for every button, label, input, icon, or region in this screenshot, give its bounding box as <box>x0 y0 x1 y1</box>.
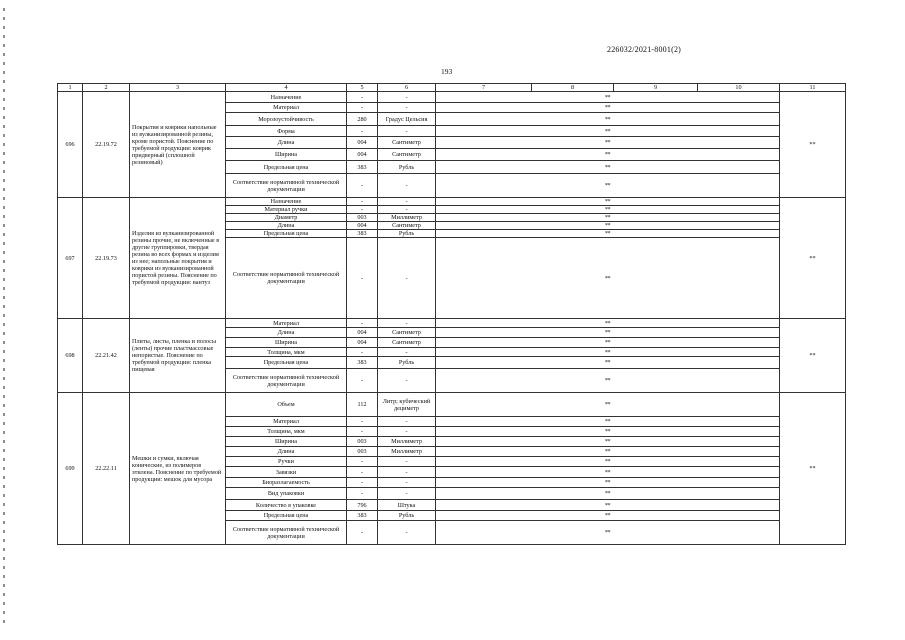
unit-code: - <box>347 206 378 214</box>
feature-value: ** <box>436 467 780 478</box>
unit-code: 383 <box>347 357 378 369</box>
table-row <box>58 92 846 103</box>
feature-value: ** <box>436 511 780 521</box>
unit-name: Сантиметр <box>378 137 436 149</box>
column-numbers-row <box>58 84 846 92</box>
unit-name: - <box>378 478 436 488</box>
unit-name: - <box>378 319 436 328</box>
page-number: 193 <box>441 67 453 76</box>
item-number: 699 <box>58 393 83 545</box>
okpd-code: 22.19.72 <box>83 92 130 198</box>
feature-name: Назначение <box>226 198 347 206</box>
okpd-code: 22.19.73 <box>83 198 130 319</box>
feature-name: Материал <box>226 417 347 427</box>
feature-value: ** <box>436 328 780 338</box>
unit-code: - <box>347 417 378 427</box>
unit-name: - <box>378 488 436 500</box>
column-number: 6 <box>378 84 436 92</box>
column-number: 9 <box>614 84 698 92</box>
unit-code: 383 <box>347 511 378 521</box>
feature-value: ** <box>436 338 780 348</box>
unit-name: Миллиметр <box>378 447 436 457</box>
feature-name: Предельная цена <box>226 511 347 521</box>
feature-value: ** <box>436 198 780 206</box>
item-number: 698 <box>58 319 83 393</box>
feature-value: ** <box>436 417 780 427</box>
unit-code: - <box>347 488 378 500</box>
unit-code: - <box>347 427 378 437</box>
unit-name: - <box>378 467 436 478</box>
unit-code: 383 <box>347 161 378 174</box>
feature-name: Соответствие нормативной технической документации <box>226 369 347 393</box>
unit-name: Сантиметр <box>378 328 436 338</box>
unit-code: - <box>347 126 378 137</box>
unit-code: - <box>347 174 378 198</box>
feature-value: ** <box>436 348 780 357</box>
scan-edge-marks <box>3 8 5 628</box>
feature-name: Количество в упаковке <box>226 500 347 511</box>
unit-name: Рубль <box>378 511 436 521</box>
unit-name: - <box>378 427 436 437</box>
feature-value: ** <box>436 230 780 238</box>
feature-value: ** <box>436 457 780 467</box>
feature-value: ** <box>436 319 780 328</box>
item-description: Плиты, листы, пленка и полосы (ленты) прочие пластмассовые непористые. Пояснение по требуемой продукции: пленка пищевая <box>130 319 226 393</box>
unit-code: - <box>347 238 378 319</box>
column-number: 10 <box>698 84 780 92</box>
item-description: Изделия из вулканизированной резины прочие, не включенные в другие группировки, твердая резина во всех формах и изделия из нее; напольные покрытия и коврики из вулканизированной пористой резины. Пояснение по требуемой продукции: вантуз <box>130 198 226 319</box>
column-number: 1 <box>58 84 83 92</box>
feature-name: Длина <box>226 222 347 230</box>
unit-code: 003 <box>347 437 378 447</box>
unit-name: - <box>378 174 436 198</box>
unit-name: Штука <box>378 500 436 511</box>
unit-code: 383 <box>347 230 378 238</box>
unit-name: Рубль <box>378 357 436 369</box>
feature-value: ** <box>436 103 780 113</box>
feature-name: Соответствие нормативной технической документации <box>226 174 347 198</box>
feature-name: Ручки <box>226 457 347 467</box>
unit-code: 003 <box>347 447 378 457</box>
unit-name: Рубль <box>378 230 436 238</box>
feature-name: Материал ручки <box>226 206 347 214</box>
feature-value: ** <box>436 447 780 457</box>
unit-name: Литр; кубический дециметр <box>378 393 436 417</box>
column-number: 5 <box>347 84 378 92</box>
feature-value: ** <box>436 521 780 545</box>
unit-name: - <box>378 457 436 467</box>
column-number: 2 <box>83 84 130 92</box>
column-number: 4 <box>226 84 347 92</box>
unit-name: - <box>378 103 436 113</box>
item-description: Мешки и сумки, включая конические, из полимеров этилена. Пояснение по требуемой продукции: мешок для мусора <box>130 393 226 545</box>
unit-name: Миллиметр <box>378 437 436 447</box>
feature-name: Соответствие нормативной технической документации <box>226 238 347 319</box>
unit-code: 004 <box>347 149 378 161</box>
feature-name: Длина <box>226 447 347 457</box>
feature-value: ** <box>436 126 780 137</box>
column-11-value: ** <box>780 92 846 198</box>
unit-name: - <box>378 521 436 545</box>
unit-name: - <box>378 417 436 427</box>
column-11-value: ** <box>780 198 846 319</box>
feature-value: ** <box>436 437 780 447</box>
feature-value: ** <box>436 238 780 319</box>
unit-code: 796 <box>347 500 378 511</box>
unit-code: 280 <box>347 113 378 126</box>
feature-value: ** <box>436 427 780 437</box>
unit-name: - <box>378 348 436 357</box>
feature-name: Вид упаковки <box>226 488 347 500</box>
column-number: 7 <box>436 84 532 92</box>
unit-name: Рубль <box>378 161 436 174</box>
unit-name: Сантиметр <box>378 338 436 348</box>
feature-name: Диаметр <box>226 214 347 222</box>
table-row <box>58 393 846 417</box>
unit-name: - <box>378 369 436 393</box>
unit-name: - <box>378 206 436 214</box>
document-number: 226032/2021-8001(2) <box>607 45 682 54</box>
feature-name: Завязки <box>226 467 347 478</box>
feature-value: ** <box>436 478 780 488</box>
feature-name: Ширина <box>226 149 347 161</box>
unit-name: Миллиметр <box>378 214 436 222</box>
feature-name: Длина <box>226 328 347 338</box>
unit-name: - <box>378 198 436 206</box>
feature-value: ** <box>436 174 780 198</box>
feature-name: Предельная цена <box>226 357 347 369</box>
feature-name: Материал <box>226 103 347 113</box>
feature-value: ** <box>436 369 780 393</box>
feature-name: Ширина <box>226 338 347 348</box>
column-11-value: ** <box>780 393 846 545</box>
table-row <box>58 198 846 206</box>
feature-value: ** <box>436 488 780 500</box>
feature-value: ** <box>436 357 780 369</box>
item-number: 697 <box>58 198 83 319</box>
item-description: Покрытия и коврики напольные из вулканизированной резины, кроме пористой. Пояснение по требуемой продукции: коврик придверный (сплошной резиновый) <box>130 92 226 198</box>
unit-code: - <box>347 478 378 488</box>
unit-name: Сантиметр <box>378 222 436 230</box>
item-number: 696 <box>58 92 83 198</box>
unit-code: - <box>347 521 378 545</box>
table-row <box>58 319 846 328</box>
feature-name: Морозоустойчивость <box>226 113 347 126</box>
column-11-value: ** <box>780 319 846 393</box>
unit-name: - <box>378 238 436 319</box>
feature-value: ** <box>436 149 780 161</box>
feature-value: ** <box>436 500 780 511</box>
feature-name: Форма <box>226 126 347 137</box>
feature-value: ** <box>436 161 780 174</box>
unit-code: - <box>347 348 378 357</box>
feature-name: Соответствие нормативной технической документации <box>226 521 347 545</box>
feature-name: Предельная цена <box>226 161 347 174</box>
feature-name: Ширина <box>226 437 347 447</box>
feature-name: Биоразлагаемость <box>226 478 347 488</box>
unit-code: 112 <box>347 393 378 417</box>
feature-name: Материал <box>226 319 347 328</box>
unit-code: 003 <box>347 214 378 222</box>
feature-value: ** <box>436 214 780 222</box>
feature-value: ** <box>436 92 780 103</box>
column-number: 11 <box>780 84 846 92</box>
feature-name: Толщина, мкм <box>226 427 347 437</box>
requirements-table <box>57 83 846 545</box>
feature-name: Назначение <box>226 92 347 103</box>
unit-name: Градус Цельсия <box>378 113 436 126</box>
feature-name: Толщина, мкм <box>226 348 347 357</box>
feature-name: Объем <box>226 393 347 417</box>
okpd-code: 22.21.42 <box>83 319 130 393</box>
unit-code: 004 <box>347 338 378 348</box>
unit-code: 004 <box>347 328 378 338</box>
feature-name: Предельная цена <box>226 230 347 238</box>
feature-name: Длина <box>226 137 347 149</box>
column-number: 3 <box>130 84 226 92</box>
unit-code: - <box>347 103 378 113</box>
feature-value: ** <box>436 206 780 214</box>
column-number: 8 <box>532 84 614 92</box>
feature-value: ** <box>436 113 780 126</box>
unit-code: - <box>347 369 378 393</box>
unit-name: Сантиметр <box>378 149 436 161</box>
unit-name: - <box>378 126 436 137</box>
unit-code: - <box>347 198 378 206</box>
unit-name: - <box>378 92 436 103</box>
unit-code: 004 <box>347 137 378 149</box>
unit-code: - <box>347 457 378 467</box>
feature-value: ** <box>436 393 780 417</box>
unit-code: - <box>347 92 378 103</box>
feature-value: ** <box>436 137 780 149</box>
okpd-code: 22.22.11 <box>83 393 130 545</box>
feature-value: ** <box>436 222 780 230</box>
unit-code: - <box>347 467 378 478</box>
unit-code: 004 <box>347 222 378 230</box>
unit-code: - <box>347 319 378 328</box>
